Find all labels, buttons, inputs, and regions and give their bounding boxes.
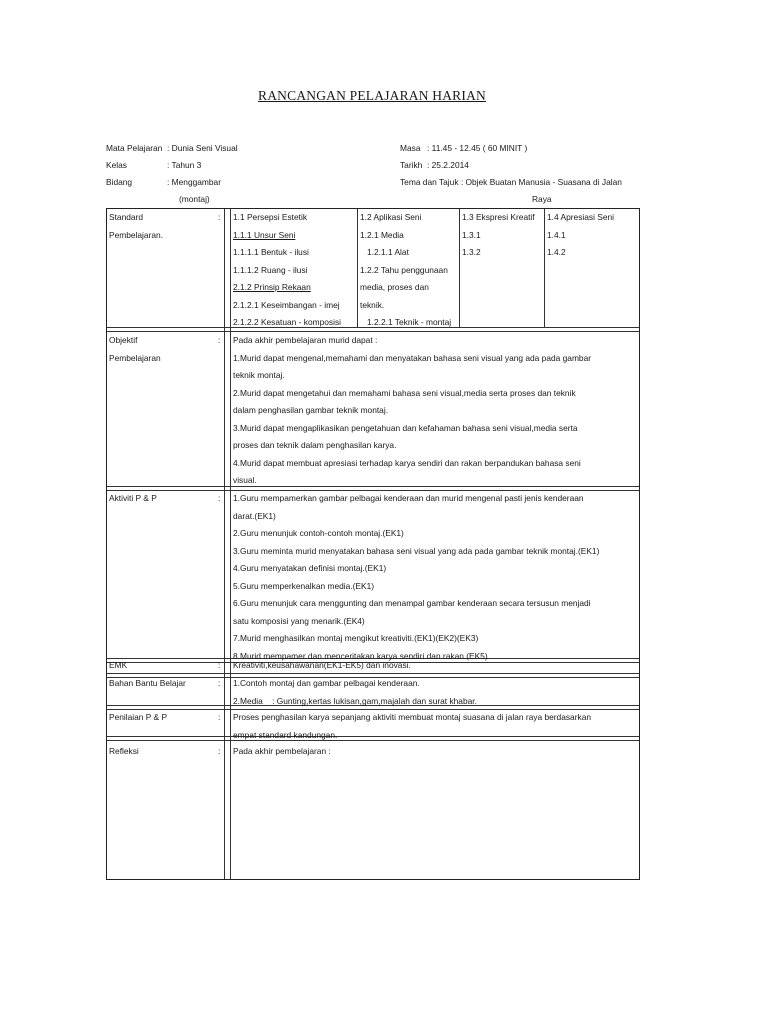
aktiviti-content: 1.Guru mempamerkan gambar pelbagai kenderaan dan murid mengenal pasti jenis kenderaan darat.(EK1) 2.Guru menunjuk contoh-contoh montaj.(EK1) 3.Guru meminta murid menyatakan bahasa seni visual yang ada pada gambar teknik montaj.(EK1) 4.Guru menyatakan definisi montaj.(EK1) 5.Guru memperkenalkan media.(EK1) 6.Guru menunjuk cara menggunting dan menampal gambar kenderaan secara tersusun menjadi satu komposisi yang menarik.(EK4) 7.Murid menghasilkan montaj mengikut kreativiti.(EK1)(EK2)(EK3) 8.Murid mempamer dan menceritakan karya sendiri dan rakan.(EK5) bbox=[233, 493, 600, 661]
refleksi-content: Pada akhir pembelajaran : bbox=[233, 746, 331, 756]
bahan-colon: : bbox=[218, 678, 221, 688]
date-label: Tarikh bbox=[400, 160, 423, 170]
standard-col-apresiasi: 1.4 Apresiasi Seni 1.4.1 1.4.2 bbox=[547, 212, 615, 257]
theme-text: Tema dan Tajuk : Objek Buatan Manusia - Suasana di Jalan bbox=[400, 177, 622, 187]
theme-text-cont: Raya bbox=[532, 194, 552, 204]
standard-colon: : bbox=[218, 212, 221, 222]
class-value: : Tahun 3 bbox=[167, 160, 202, 170]
field-value: : Menggambar bbox=[167, 177, 221, 187]
emk-content: Kreativiti,keusahawanan(EK1-EK5) dan inovasi. bbox=[233, 660, 411, 670]
subject-label: Mata Pelajaran bbox=[106, 143, 163, 153]
subject-value: : Dunia Seni Visual bbox=[167, 143, 238, 153]
standard-label: Standard Pembelajaran. bbox=[109, 212, 164, 240]
aktiviti-label: Aktiviti P & P bbox=[109, 493, 157, 503]
emk-colon: : bbox=[218, 660, 221, 670]
lesson-plan-table bbox=[106, 208, 640, 880]
page-title: RANCANGAN PELAJARAN HARIAN bbox=[258, 88, 486, 103]
standard-col-ekspresi: 1.3 Ekspresi Kreatif 1.3.1 1.3.2 bbox=[462, 212, 535, 257]
standard-col-estetik: 1.1 Persepsi Estetik 1.1.1 Unsur Seni 1.1.1.1 Bentuk - ilusi 1.1.1.2 Ruang - ilusi 2.1.2 Prinsip Rekaan 2.1.2.1 Keseimbangan - imej 2.1.2.2 Kesatuan - komposisi bbox=[233, 212, 342, 327]
standard-col-aplikasi: 1.2 Aplikasi Seni 1.2.1 Media 1.2.1.1 Alat 1.2.2 Tahu penggunaan media, proses dan teknik. 1.2.2.1 Teknik - montaj bbox=[360, 212, 452, 327]
objektif-label: Objektif Pembelajaran bbox=[109, 335, 161, 363]
field-label: Bidang bbox=[106, 177, 133, 187]
penilaian-colon: : bbox=[218, 712, 221, 722]
time-label: Masa bbox=[400, 143, 421, 153]
class-label: Kelas bbox=[106, 160, 127, 170]
date-value: : 25.2.2014 bbox=[427, 160, 469, 170]
emk-label: EMK bbox=[109, 660, 128, 670]
bahan-content: 1.Contoh montaj dan gambar pelbagai kenderaan. 2.Media : Gunting,kertas lukisan,gam,majalah dan surat khabar. bbox=[233, 678, 477, 706]
penilaian-label: Penilaian P & P bbox=[109, 712, 168, 722]
bahan-label: Bahan Bantu Belajar bbox=[109, 678, 186, 688]
penilaian-content: Proses penghasilan karya sepanjang aktiviti membuat montaj suasana di jalan raya berdasarkan empat standard kandungan. bbox=[233, 712, 592, 740]
field-value-sub: (montaj) bbox=[179, 194, 210, 204]
objektif-colon: : bbox=[218, 335, 221, 345]
refleksi-label: Refleksi bbox=[109, 746, 139, 756]
aktiviti-colon: : bbox=[218, 493, 221, 503]
time-value: : 11.45 - 12.45 ( 60 MINIT ) bbox=[427, 143, 528, 153]
refleksi-colon: : bbox=[218, 746, 221, 756]
objektif-content: Pada akhir pembelajaran murid dapat : 1.Murid dapat mengenal,memahami dan menyatakan bahasa seni visual yang ada pada gambar teknik montaj. 2.Murid dapat mengetahui dan memahami bahasa seni visual,media serta proses dan teknik dalam penghasilan gambar teknik montaj. 3.Murid dapat mengaplikasikan pengetahuan dan kefahaman bahasa seni visual,media serta proses dan teknik dalam penghasilan karya. 4.Murid dapat membuat apresiasi terhadap karya sendiri dan rakan berpandukan bahasa seni visual. bbox=[233, 335, 592, 485]
